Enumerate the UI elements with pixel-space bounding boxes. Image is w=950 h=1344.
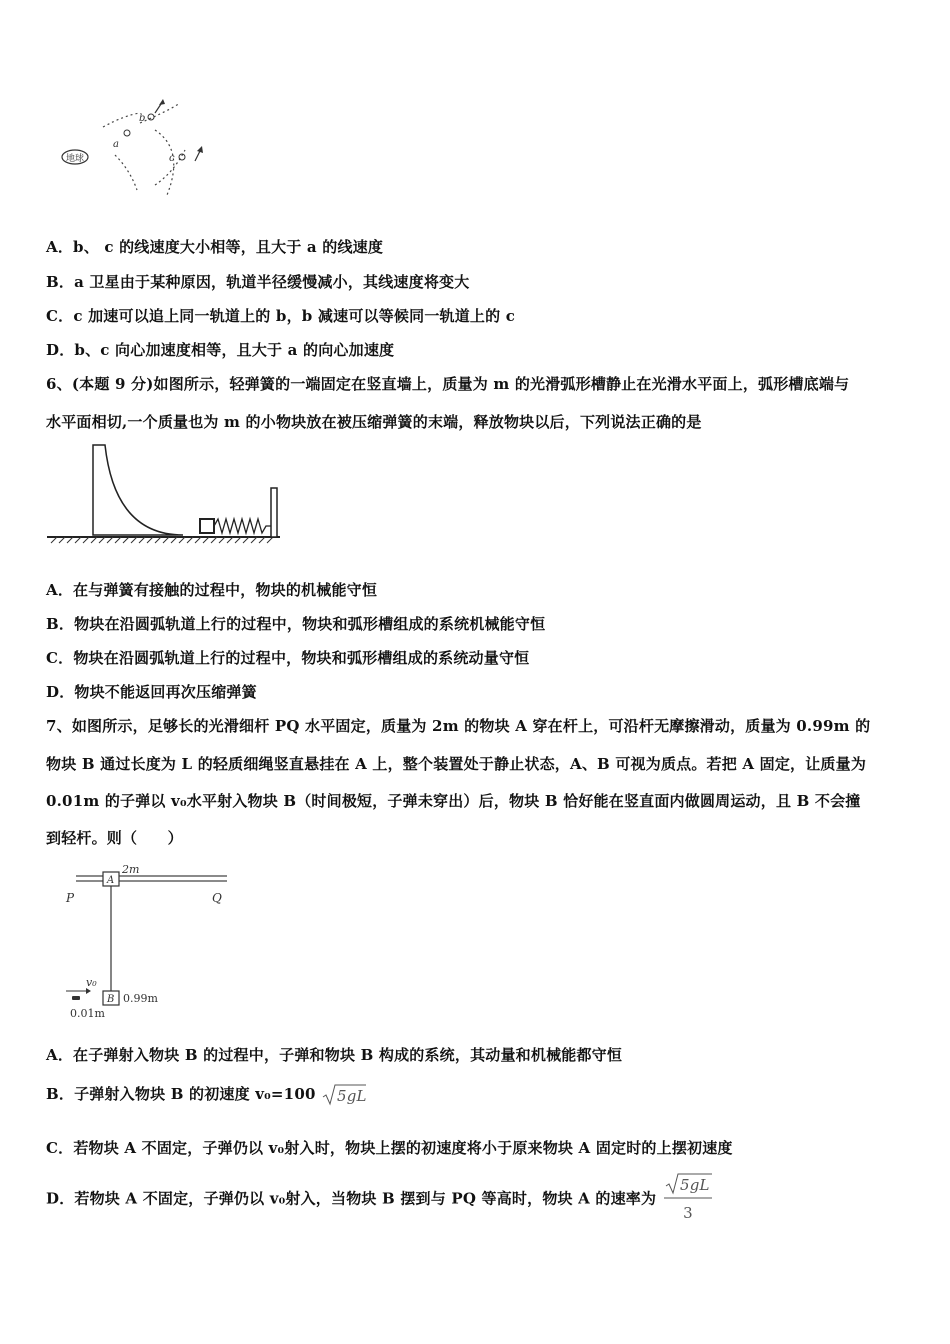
q7-stem-line4: 到轻杆。则（ ） <box>46 829 183 847</box>
q6-option-d: D．物块不能返回再次压缩弹簧 <box>46 683 257 701</box>
satellite-a <box>124 130 130 136</box>
label-block-a: A <box>107 875 115 886</box>
spring-arc-figure <box>45 440 285 550</box>
label-001m: 0.01m <box>70 1007 105 1020</box>
satellite-orbit-figure <box>55 95 225 210</box>
label-b: b <box>139 113 146 124</box>
q7-option-b-row <box>46 1082 367 1108</box>
q7-stem-line1: 7、如图所示，足够长的光滑细杆 PQ 水平固定，质量为 2m 的物块 A 穿在杆上，可沿杆无摩擦滑动，质量为 0.99m 的 <box>46 717 871 735</box>
q7-option-d: D．若物块 A 不固定，子弹仍以 v₀射入，当物块 B 摆到与 PQ 等高时，物块 A 的速率为 <box>46 1189 657 1208</box>
orbit-inner <box>103 113 140 190</box>
rod-pendulum-figure <box>62 858 242 1023</box>
label-a: a <box>113 139 119 150</box>
fraction-expression-d <box>662 1172 714 1224</box>
q6-option-a: A．在与弹簧有接触的过程中，物块的机械能守恒 <box>46 581 378 599</box>
q6-option-b: B．物块在沿圆弧轨道上行的过程中，物块和弧形槽组成的系统机械能守恒 <box>46 615 546 633</box>
q6-option-c: C．物块在沿圆弧轨道上行的过程中，物块和弧形槽组成的系统动量守恒 <box>46 649 530 667</box>
q5-option-b: B．a 卫星由于某种原因，轨道半径缓慢减小，其线速度将变大 <box>46 273 470 291</box>
label-c: c <box>169 153 175 164</box>
q7-option-a: A．在子弹射入物块 B 的过程中，子弹和物块 B 构成的系统，其动量和机械能都守恒 <box>46 1046 623 1064</box>
label-q: Q <box>212 891 222 905</box>
q6-stem-line1: 6、(本题 9 分)如图所示，轻弹簧的一端固定在竖直墙上，质量为 m 的光滑弧形槽静止在光滑水平面上，弧形槽底端与 <box>46 375 850 393</box>
radicand-b: 5gL <box>337 1087 367 1105</box>
q7-option-b: B．子弹射入物块 B 的初速度 v₀=100 <box>46 1085 316 1103</box>
denominator-d: 3 <box>682 1204 693 1222</box>
sqrt-expression-b <box>321 1082 367 1108</box>
q7-stem-line2: 物块 B 通过长度为 L 的轻质细绳竖直悬挂在 A 上，整个装置处于静止状态，A、B 可视为质点。若把 A 固定，让质量为 <box>46 755 867 773</box>
orbit-outer <box>140 103 185 185</box>
q5-option-c: C．c 加速可以追上同一轨道上的 b，b 减速可以等候同一轨道上的 c <box>46 307 516 325</box>
arc-slot <box>93 445 183 535</box>
label-099m: 0.99m <box>123 992 158 1005</box>
q5-option-a: A．b、 c 的线速度大小相等，且大于 a 的线速度 <box>46 238 384 256</box>
label-block-b: B <box>107 994 115 1005</box>
earth-label: 地球 <box>65 154 85 164</box>
spring <box>214 519 271 533</box>
q6-stem-line2: 水平面相切,一个质量也为 m 的小物块放在被压缩弹簧的末端，释放物块以后，下列说法正确的是 <box>46 413 702 431</box>
radicand-d: 5gL <box>679 1176 710 1194</box>
q7-option-d-row <box>46 1172 714 1224</box>
q7-stem-line3: 0.01m 的子弹以 v₀水平射入物块 B（时间极短，子弹未穿出）后，物块 B 恰好能在竖直面内做圆周运动，且 B 不会撞 <box>46 792 861 810</box>
label-v0: v₀ <box>86 976 97 989</box>
block <box>200 519 214 533</box>
wall <box>271 488 277 537</box>
q5-option-d: D．b、c 向心加速度相等，且大于 a 的向心加速度 <box>46 341 395 359</box>
satellite-b <box>148 114 154 120</box>
q7-option-c: C．若物块 A 不固定，子弹仍以 v₀射入时，物块上摆的初速度将小于原来物块 A 固定时的上摆初速度 <box>46 1139 733 1157</box>
bullet <box>72 996 80 1000</box>
label-2m: 2m <box>122 863 140 876</box>
label-p: P <box>66 891 75 905</box>
